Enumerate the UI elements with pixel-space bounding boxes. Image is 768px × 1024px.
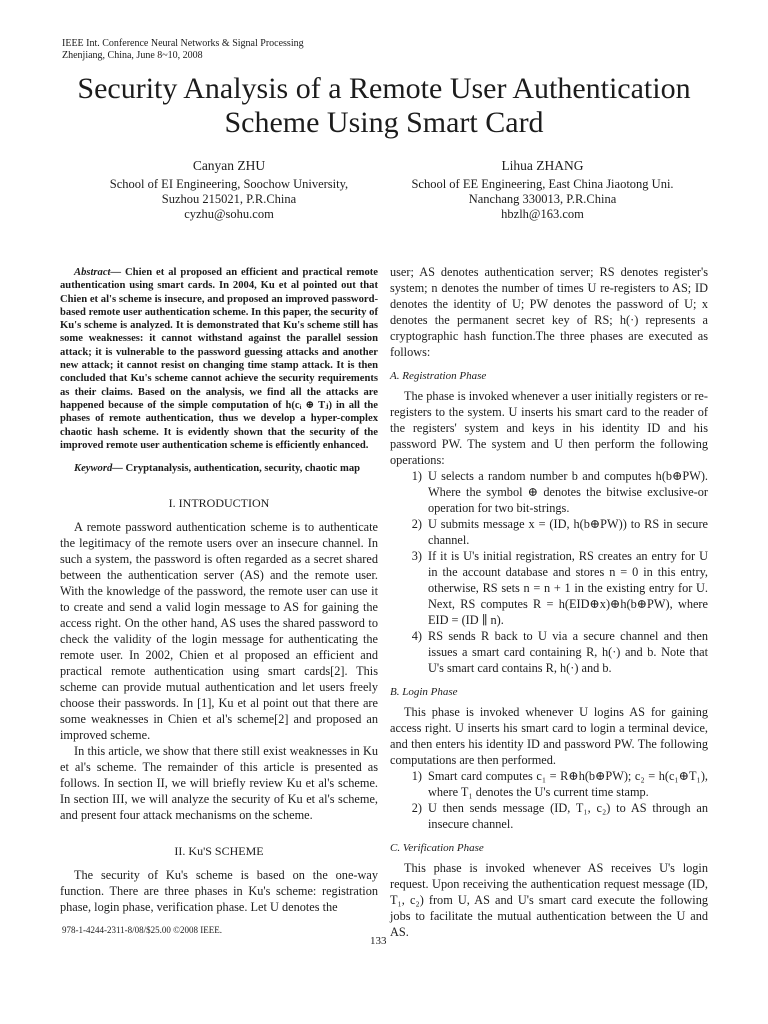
copyright-footer: 978-1-4244-2311-8/08/$25.00 ©2008 IEEE. [62,925,222,935]
conference-location: Zhenjiang, China, June 8~10, 2008 [62,50,203,61]
ku-scheme-paragraph: The security of Ku's scheme is based on the one-way function. There are three phases in Ku's scheme: registration phase, login phase, verification phase. Let U denotes the [60,868,378,915]
section-heading-ku-scheme: II. Ku'S SCHEME [174,844,264,859]
right-column [390,264,708,940]
author-email: hbzlh@163.com [501,207,584,221]
intro-paragraph-2: In this article, we show that there still exist weaknesses in Ku et al's scheme. The remainder of this article is presented as follows. In section II, we will briefly review Ku et al's scheme. In section III, we will analyze the security of Ku et al's scheme, and present four attack mechanisms on the scheme. [60,744,378,823]
keyword-text: Cryptanalysis, authentication, security, chaotic map [122,463,361,475]
list-item: 1) U selects a random number b and computes h(b⊕PW). Where the symbol ⊕ denotes the bitwise exclusive-or operation for two bit-strings. [411,469,708,515]
author-block-2 [380,158,705,222]
page-number: 133 [370,935,387,947]
conference-name: IEEE Int. Conference Neural Networks & Signal Processing [62,38,304,49]
login-paragraph: This phase is invoked whenever U logins AS for gaining access right. U inserts his smart card to login a terminal device, and then enters his identity ID and password PW. The following computations are then performed. [390,705,708,767]
registration-steps [390,468,708,676]
list-item: 1) Smart card computes c₁ = R⊕h(b⊕PW); c₂ = h(c₁⊕T₁), where T₁ denotes the U's current time stamp. [411,769,708,799]
subsection-verification-phase: C. Verification Phase [390,842,484,854]
verification-paragraph: This phase is invoked whenever AS receives U's login request. Upon receiving the authentication request message (ID, T₁, c₂) from U, AS and U's smart card execute the following jobs to facilitate the mutual authentication between the U and AS. [390,861,708,939]
section-heading-introduction: I. INTRODUCTION [168,496,270,511]
title-line-1: Security Analysis of a Remote User Authentication [77,72,691,105]
subsection-registration-phase: A. Registration Phase [390,370,487,382]
author-name: Lihua ZHANG [501,158,584,173]
author-address: Suzhou 215021, P.R.China [161,192,297,206]
registration-paragraph: The phase is invoked whenever a user initially registers or re-registers to the system. U inserts his smart card to the reader of the registers' system and keys in his identity ID and his password PW. The system and U then perform the following operations: [390,389,708,467]
abstract [60,266,378,452]
abstract-label: Abstract— [74,267,122,278]
notation-paragraph: user; AS denotes authentication server; RS denotes register's system; n denotes the number of times U re-registers to AS; ID denotes the identity of U; PW denotes the password of U; x denotes the permanent secret key of RS; h(·) represents a cryptographic hash function.The three phases are executed as follows: [390,265,708,359]
intro-paragraph-1: A remote password authentication scheme is to authenticate the legitimacy of the remote users over an insecure channel. In such a system, the password is often regarded as a secret shared between the authentication server (AS) and the remote user. With the knowledge of the password, the remote user can use it to create and send a valid login message to AS for gaining the access right. On the other hand, AS uses the shared password to check the validity of the login message for authenticating the remote user. In 2002, Chien et al proposed an efficient and practical remote authentication using smart cards[2]. This scheme can provide mutual authentication and let users freely choose their passwords. In [1], Ku et al point out that there are some weaknesses in Chien et al's scheme[2] and proposed an improved scheme. [60,520,378,743]
author-email: cyzhu@sohu.com [184,207,274,221]
author-affiliation: School of EE Engineering, East China Jiaotong Uni. [411,177,674,191]
paper-title [0,72,768,140]
author-block-1 [70,158,388,222]
abstract-text: Chien et al proposed an efficient and practical remote authentication using smart cards. In 2004, Ku et al pointed out that Chien et al's scheme is insecure, and proposed an improved password-based remote user authentication scheme. In this paper, the security of Ku's scheme is analyzed. It is demonstrated that Ku's scheme still has some weaknesses: it cannot withstand against the parallel session attack; it is vulnerable to the password guessing attacks and another new attack; it cannot resist on changing time stamp attack. It is then concluded that Ku's scheme cannot achieve the security requirements as their claims. Based on the analysis, we find all the attacks are happened because of the simple computation of h(cᵢ ⊕ Tⱼ) in all the phases of remote authentication, thus we develop a hyper-complex chaotic hash scheme. It is evidently shown that the security of the improved remote user authentication scheme is efficiently enhanced. [60,267,378,451]
keywords [60,462,378,475]
title-line-2: Scheme Using Smart Card [224,106,544,139]
list-item: 4) RS sends R back to U via a secure channel and then issues a smart card containing R, h(·) and b. Note that U's smart card contains R, h(·) and b. [411,629,708,675]
list-item: 3) If it is U's initial registration, RS creates an entry for U in the account database and stores n = 0 in this entry, otherwise, RS sets n = n + 1 in the existing entry for U. Next, RS computes R = h(EID⊕x)⊕h(b⊕PW), where EID = (ID ∥ n). [411,549,708,627]
author-affiliation: School of EI Engineering, Soochow University, [109,177,349,191]
list-item: 2) U submits message x = (ID, h(b⊕PW)) to RS in secure channel. [411,517,708,547]
author-address: Nanchang 330013, P.R.China [468,192,617,206]
list-item: 2) U then sends message (ID, T₁, c₂) to AS through an insecure channel. [411,801,708,831]
login-steps [390,768,708,832]
conference-header [62,38,304,62]
keyword-label: Keyword— [74,463,123,475]
subsection-login-phase: B. Login Phase [390,686,458,698]
author-name: Canyan ZHU [192,158,266,173]
left-column [60,266,378,915]
